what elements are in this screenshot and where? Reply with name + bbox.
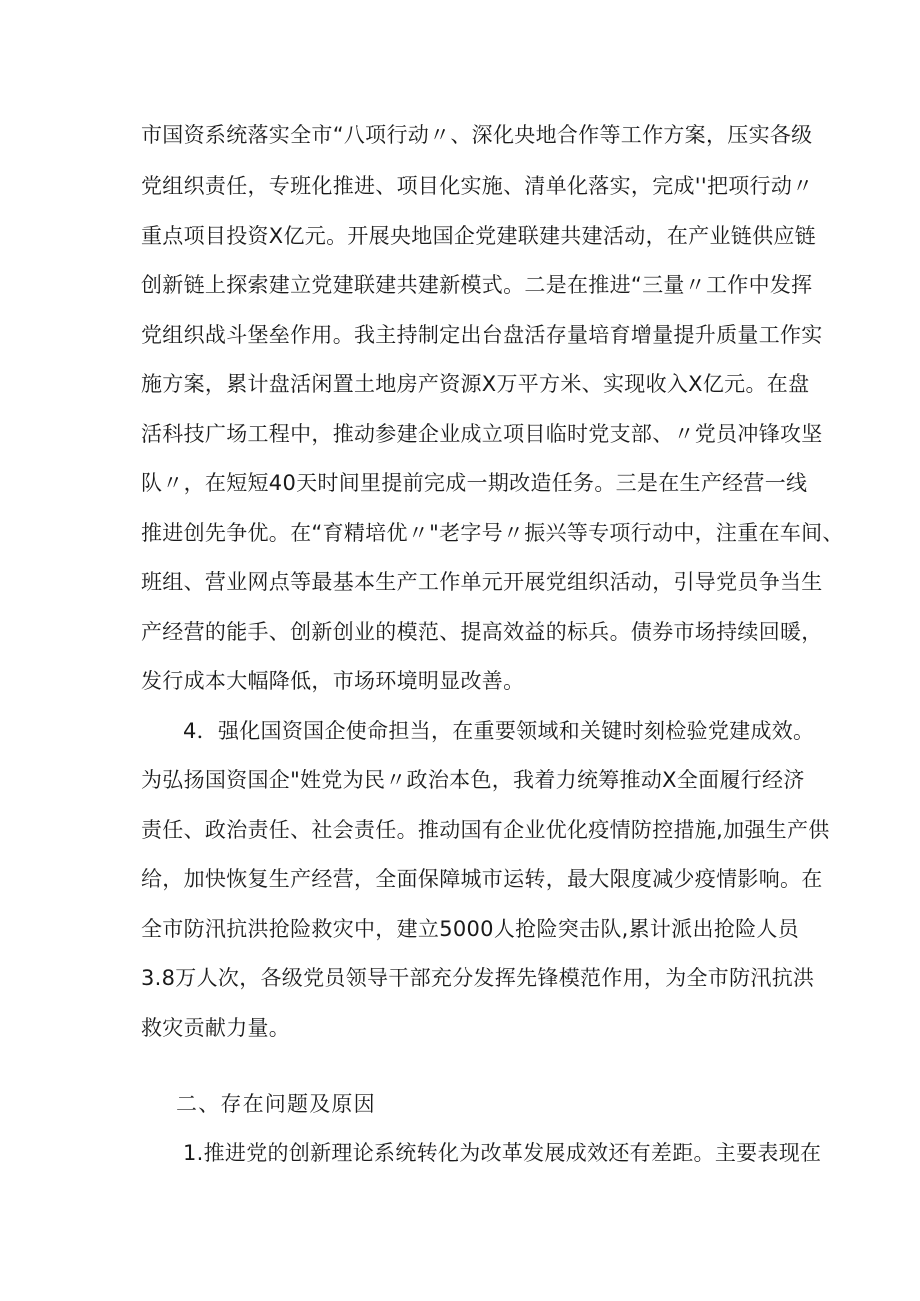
text-line: 给，加快恢复生产经营，全面保障城市运转，最大限度减少疫情影响。在 [141, 867, 823, 891]
text-line: 责任、政治责任、社会责任。推动国有企业优化疫情防控措施,加强生产供 [141, 818, 830, 842]
text-line: 创新链上探索建立党建联建共建新模式。二是在推进“三量〃工作中发挥 [141, 273, 813, 297]
numbered-paragraph-line: 4．强化国资国企使命担当，在重要领域和关键时刻检验党建成效。 [183, 719, 815, 743]
text-line: 推进创先争优。在“育精培优〃"老字号〃振兴等专项行动中，注重在车间、 [141, 521, 844, 545]
text-line: 重点项目投资X亿元。开展央地国企党建联建共建活动，在产业链供应链 [141, 224, 816, 248]
section-heading: 二、存在问题及原因 [176, 1092, 376, 1116]
text-line: 党组织责任，专班化推进、项目化实施、清单化落实，完成''把项行动〃 [141, 174, 814, 198]
text-line: 产经营的能手、创新创业的模范、提高效益的标兵。债券市场持续回暖， [141, 620, 823, 644]
text-line: 市国资系统落实全市“八项行动〃、深化央地合作等工作方案，压实各级 [141, 123, 813, 147]
text-line: 班组、营业网点等最基本生产工作单元开展党组织活动，引导党员争当生 [141, 570, 823, 594]
text-line: 党组织战斗堡垒作用。我主持制定出台盘活存量培育增量提升质量工作实 [141, 323, 823, 347]
text-line: 发行成本大幅降低，市场环境明显改善。 [141, 669, 525, 693]
text-line: 救灾贡献力量。 [141, 1016, 291, 1040]
numbered-paragraph-line: 1.推进党的创新理论系统转化为改革发展成效还有差距。主要表现在 [183, 1141, 822, 1165]
text-line: 全市防汛抗洪抢险救灾中，建立5000人抢险突击队,累计派出抢险人员 [141, 917, 800, 941]
text-line: 3.8万人次，各级党员领导干部充分发挥先锋模范作用，为全市防汛抗洪 [141, 966, 815, 990]
text-line: 队〃，在短短40天时间里提前完成一期改造任务。三是在生产经营一线 [141, 471, 808, 495]
text-line: 施方案，累计盘活闲置土地房产资源X万平方米、实现收入X亿元。在盘 [141, 372, 810, 396]
text-line: 为弘扬国资国企"姓党为民〃政治本色，我着力统筹推动X全面履行经济 [141, 768, 805, 792]
text-line: 活科技广场工程中，推动参建企业成立项目临时党支部、〃党员冲锋攻坚 [141, 422, 823, 446]
